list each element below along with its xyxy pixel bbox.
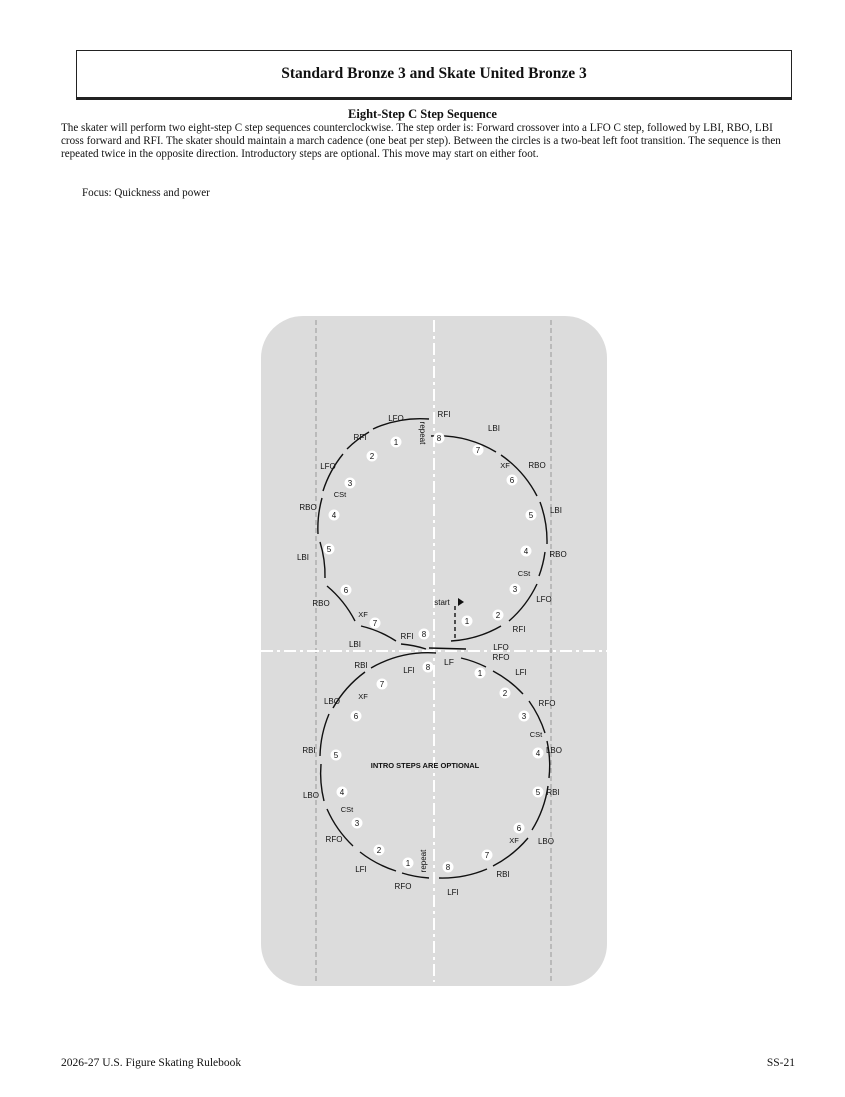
edge-label: RFI <box>400 632 414 641</box>
edge-label: RBI <box>354 661 368 670</box>
edge-label: LBO <box>302 791 320 800</box>
section-description: The skater will perform two eight-step C step sequences counterclockwise. The step order is: Forward crossover into a LFO C step, followed by LBI, RBO, LBI cross forward and RFI. The skater should maintain a march cadence (one beat per step). Between the circles is a two-beat left foot transition. The sequence is then repeated twice in the opposite direction. Introductory steps are optional. This move may start on either foot. <box>61 122 781 160</box>
edge-label: LFI <box>515 668 527 677</box>
edge-label: LFO <box>536 595 552 604</box>
step-number: 3 <box>347 479 353 488</box>
step-number: 3 <box>521 712 527 721</box>
footer-rulebook: 2026-27 U.S. Figure Skating Rulebook <box>61 1057 242 1069</box>
edge-label: LBI <box>296 553 310 562</box>
mark-label: XF <box>358 692 368 701</box>
edge-label: RFI <box>353 433 367 442</box>
mark-label: XF <box>509 836 519 845</box>
edge-label: RFO <box>325 835 343 844</box>
title-box <box>76 50 792 98</box>
step-number: 6 <box>509 476 515 485</box>
step-number: 8 <box>425 663 431 672</box>
step-number: 7 <box>379 680 385 689</box>
edge-label: RBO <box>299 503 317 512</box>
mark-label: XF <box>358 610 368 619</box>
step-number: 3 <box>512 585 518 594</box>
edge-label: LBI <box>549 506 563 515</box>
edge-label: RBI <box>546 788 560 797</box>
step-number: 1 <box>464 617 470 626</box>
edge-label: RFO <box>394 882 412 891</box>
section-heading: Eight-Step C Step Sequence <box>348 107 497 121</box>
page-title: Standard Bronze 3 and Skate United Bronze 3 <box>281 65 587 82</box>
mark-label: CSt <box>529 730 543 739</box>
mark-label: CSt <box>333 490 347 499</box>
step-number: 1 <box>477 669 483 678</box>
edge-label: LFI <box>403 666 415 675</box>
title-rule <box>76 98 792 100</box>
step-number: 5 <box>333 751 339 760</box>
edge-label: LBI <box>487 424 501 433</box>
step-number: 6 <box>516 824 522 833</box>
step-number: 2 <box>376 846 382 855</box>
step-number: 2 <box>369 452 375 461</box>
step-number: 7 <box>475 446 481 455</box>
edge-label: LBO <box>545 746 563 755</box>
mark-label: CSt <box>517 569 531 578</box>
step-number: 6 <box>343 586 349 595</box>
step-number: 4 <box>535 749 541 758</box>
start-label: start <box>434 598 450 607</box>
edge-label: LFO <box>493 643 509 652</box>
step-number: 1 <box>393 438 399 447</box>
repeat-label: repeat <box>419 849 428 873</box>
step-number: 8 <box>445 863 451 872</box>
edge-label: RBI <box>302 746 316 755</box>
step-number: 2 <box>495 611 501 620</box>
edge-label: RBO <box>312 599 330 608</box>
step-number: 5 <box>535 788 541 797</box>
step-number: 5 <box>528 511 534 520</box>
step-number: 7 <box>484 851 490 860</box>
focus-line: Focus: Quickness and power <box>82 187 210 199</box>
step-number: 4 <box>523 547 529 556</box>
edge-label: LFO <box>320 462 336 471</box>
footer-page-number: SS-21 <box>766 1057 795 1069</box>
step-number: 8 <box>421 630 427 639</box>
step-number: 3 <box>354 819 360 828</box>
step-number: 5 <box>326 545 332 554</box>
mark-label: XF <box>500 461 510 470</box>
edge-label: RFI <box>512 625 526 634</box>
step-number: 2 <box>502 689 508 698</box>
edge-label: LFI <box>355 865 367 874</box>
step-number: 6 <box>353 712 359 721</box>
step-number: 7 <box>372 619 378 628</box>
edge-label: RBO <box>528 461 546 470</box>
rink-diagram <box>261 316 607 986</box>
step-number: 8 <box>436 434 442 443</box>
edge-label: LFI <box>447 888 459 897</box>
edge-label: RFO <box>538 699 556 708</box>
edge-label: LBO <box>323 697 341 706</box>
edge-label: LBI <box>348 640 362 649</box>
edge-label: RFI <box>437 410 451 419</box>
edge-label: RBI <box>496 870 510 879</box>
mark-label: CSt <box>340 805 354 814</box>
intro-note: INTRO STEPS ARE OPTIONAL <box>370 761 480 770</box>
repeat-label: repeat <box>418 421 427 445</box>
transition-label: LF <box>444 657 454 667</box>
transition-edge <box>429 648 466 649</box>
edge-label: RBO <box>549 550 567 559</box>
edge-label: LBO <box>537 837 555 846</box>
edge-label: RFO <box>492 653 510 662</box>
step-number: 4 <box>339 788 345 797</box>
step-number: 1 <box>405 859 411 868</box>
step-number: 4 <box>331 511 337 520</box>
edge-label: LFO <box>388 414 404 423</box>
